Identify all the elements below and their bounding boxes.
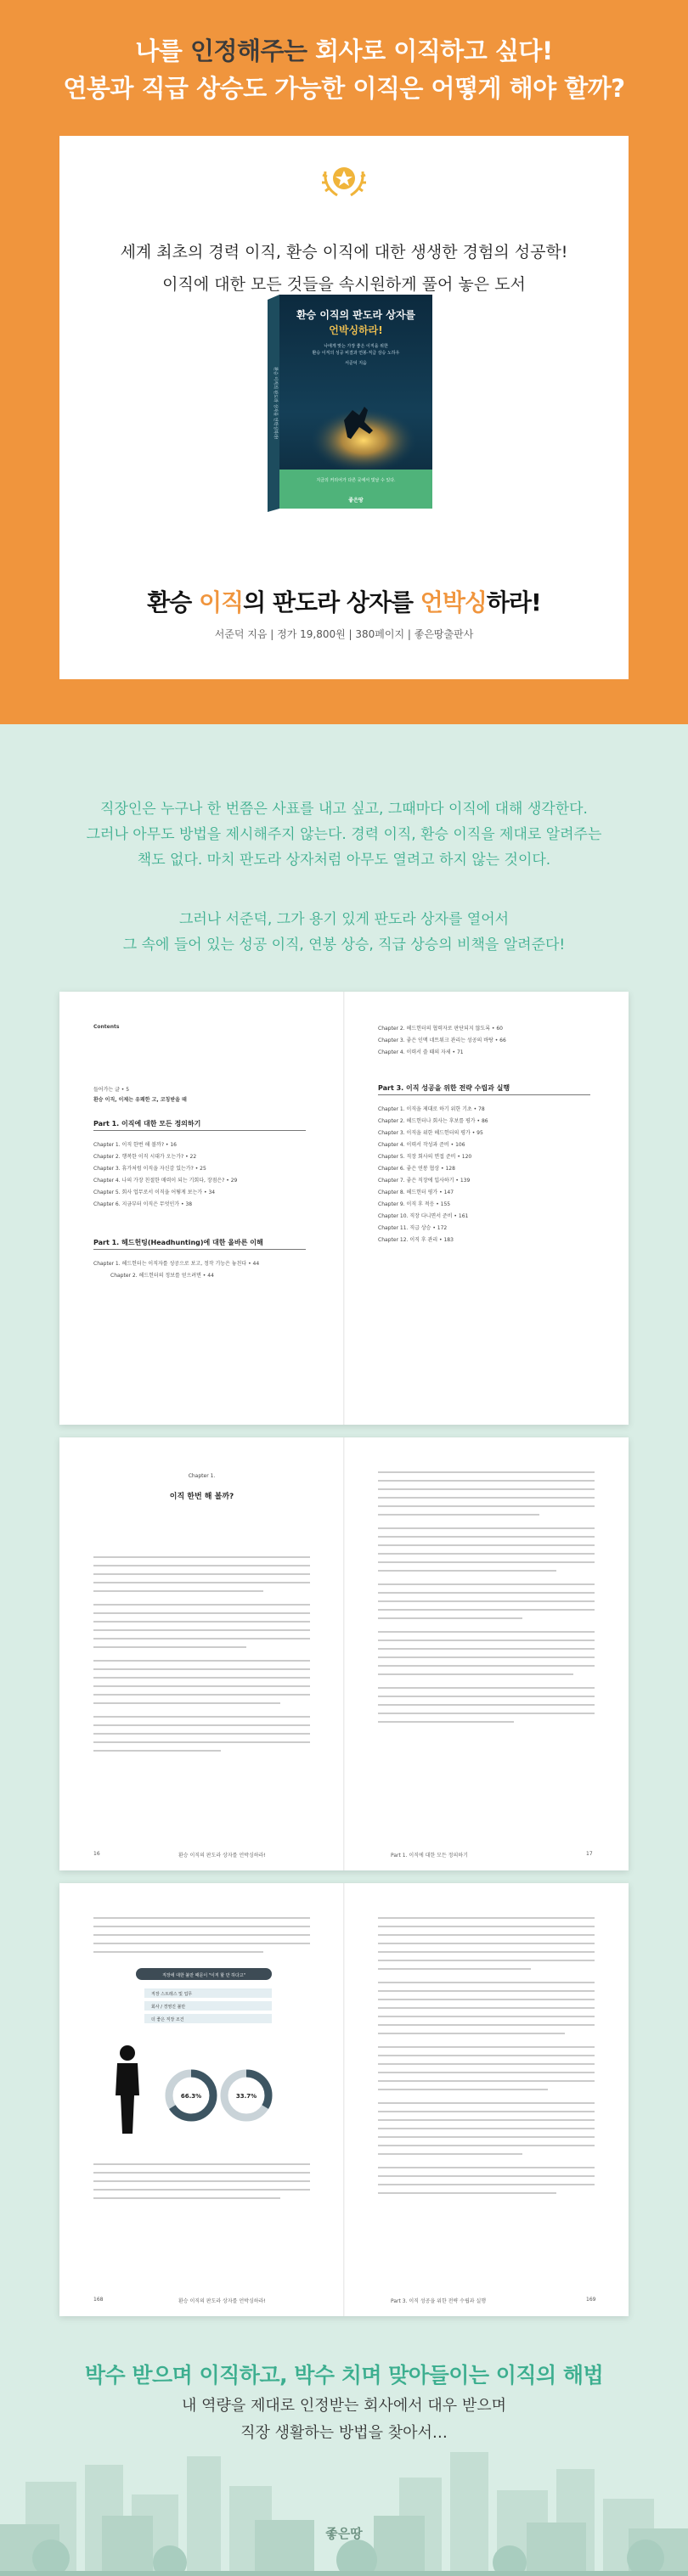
running-footer-left: 환승 이직의 판도라 상자를 언박싱하라!: [178, 1853, 266, 1859]
toc-item: Chapter 7. 좋은 직장에 입사하기 • 139: [378, 1178, 471, 1184]
toc-item: Chapter 11. 직급 상승 • 172: [378, 1225, 448, 1231]
cover-tagline: 지금의 커리어가 다른 곳에서 빛날 수 있다.: [316, 478, 396, 483]
toc-part-3: Part 3. 이직 성공을 위한 전략 수립과 실행: [378, 1084, 510, 1092]
figure-spread: [59, 1883, 629, 2316]
toc-item: Chapter 2. 행복한 이직 시대가 오는가? • 22: [93, 1154, 197, 1160]
city-skyline-illustration: [0, 2431, 688, 2576]
figure-title: 직장에 대한 불만 때문이 "이직 할 만 하다고": [162, 1973, 245, 1978]
toc-item: Chapter 2. 헤드헌터의 정보를 얻으려면 • 44: [110, 1273, 214, 1279]
figure-item: 더 좋은 직장 조건: [151, 2017, 184, 2022]
preview-section: [0, 724, 688, 2576]
toc-rule: [93, 1249, 306, 1250]
story-paragraph-1: 직장인은 누구나 한 번쯤은 사표를 내고 싶고, 그때마다 이직에 대해 생각한다. 그러나 아무도 방법을 제시해주지 않는다. 경력 이직, 환승 이직을 제대로 알려주는 책도 없다. 마치 판도라 상자처럼 아무도 열려고 하지 않는 것이다.: [86, 801, 602, 869]
closing-headline: 박수 받으며 이직하고, 박수 치며 맞아들이는 이직의 해법: [84, 2363, 604, 2388]
closing-line-1: 내 역량을 제대로 인정받는 회사에서 대우 받으며: [181, 2397, 507, 2415]
story-paragraph-2: 그러나 서준덕, 그가 용기 있게 판도라 상자를 열어서 그 속에 들어 있는 성공 이직, 연봉 상승, 직급 상승의 비책을 알려준다!: [122, 911, 566, 953]
closing-line-2: 직장 생활하는 방법을 찾아서…: [240, 2424, 448, 2442]
hero-headline-highlight: 인정해주는: [189, 37, 307, 65]
toc-item: Chapter 4. 이력서 쓸 때의 자세 • 71: [378, 1049, 464, 1055]
publisher-logo: 좋은땅: [325, 2526, 363, 2541]
page-number-left: 168: [93, 2297, 104, 2303]
toc-rule: [93, 1130, 306, 1131]
toc-item: Chapter 8. 헤드헌터 평가 • 147: [378, 1190, 454, 1195]
hero-headline: 나를 인정해주는 회사로 이직하고 싶다!: [135, 37, 553, 65]
person-silhouette: [116, 2045, 139, 2134]
cover-title-line-2: 언박싱하라!: [329, 324, 383, 336]
toc-item: Chapter 4. 이력서 작성과 준비 • 106: [378, 1142, 465, 1148]
toc-item: Chapter 3. 휴가처럼 이직을 자신감 있는가? • 25: [93, 1166, 206, 1172]
cover-title-line-1: 환승 이직의 판도라 상자를: [296, 309, 416, 321]
toc-item: Chapter 3. 좋은 인맥 네트워크 관리는 성공의 바탕 • 66: [378, 1038, 506, 1043]
hero-section: [0, 0, 688, 724]
page-number-right: 169: [586, 2297, 596, 2303]
toc-item: Chapter 2. 헤드헌터의 협력자로 판단되지 않도록 • 60: [378, 1026, 503, 1032]
toc-item: Chapter 10. 직장 다니면서 준비 • 161: [378, 1213, 469, 1219]
figure-item: 직장 스트레스 및 업무: [151, 1992, 193, 1997]
toc-item: Chapter 1. 헤드헌터는 이직자를 성공으로 보고, 정작 기능은 놓친다 • 44: [93, 1261, 260, 1267]
toc-item: Chapter 9. 이직 후 적응 • 155: [378, 1201, 451, 1207]
toc-item: Chapter 5. 회사 업무로서 이직을 어떻게 보는가 • 34: [93, 1190, 216, 1195]
cover-subtitle-2: 환승 이직의 성공 비결과 연봉·직급 상승 노하우: [312, 351, 400, 356]
book-intro-line-1: 세계 최초의 경력 이직, 환승 이직에 대한 생생한 경험의 성공학!: [120, 243, 568, 262]
toc-spread: [59, 992, 629, 1425]
award-medal-icon: [319, 161, 369, 204]
toc-item: Chapter 6. 좋은 연봉 협상 • 128: [378, 1166, 455, 1172]
toc-prologue-2: 환승 이직, 이제는 유쾌한 고, 코칭받을 때: [93, 1097, 187, 1103]
survey-figure: [110, 1968, 297, 2146]
book-card: [59, 136, 629, 679]
toc-item: Chapter 6. 지금부터 이직은 무엇인가 • 38: [93, 1201, 193, 1207]
donut-2-value: 33.7%: [235, 2093, 257, 2100]
toc-part-2: Part 1. 헤드헌팅(Headhunting)에 대한 올바른 이해: [93, 1239, 263, 1246]
hero-subheadline: 연봉과 직급 상승도 가능한 이직은 어떻게 해야 할까?: [63, 74, 625, 103]
donut-chart-2: [224, 2073, 268, 2118]
toc-prologue: 들어가는 글 • 5: [93, 1087, 130, 1093]
running-footer-left: 환승 이직의 판도라 상자를 언박싱하라!: [178, 2298, 266, 2304]
spread-gutter: [343, 992, 345, 1425]
book-info: 서준덕 지음 | 정가 19,800원 | 380페이지 | 좋은땅출판사: [214, 628, 474, 640]
donut-chart-1: [169, 2073, 213, 2118]
toc-item: Chapter 1. 이직 한번 해 볼까? • 16: [93, 1142, 177, 1148]
toc-item: Chapter 12. 이직 후 관리 • 183: [378, 1237, 454, 1243]
toc-label: Contents: [93, 1024, 120, 1030]
page-number-right: 17: [586, 1851, 593, 1857]
cover-publisher: 좋은땅: [348, 498, 364, 503]
chapter-title: 이직 한번 해 볼까?: [169, 1493, 234, 1501]
toc-item: Chapter 3. 이직을 위한 헤드헌터의 평가 • 95: [378, 1130, 483, 1136]
chapter-spread: [59, 1437, 629, 1870]
book-cover-image: [268, 293, 437, 514]
page-number-left: 16: [93, 1851, 100, 1857]
book-intro-line-2: 이직에 대한 모든 것들을 속시원하게 풀어 놓은 도서: [162, 275, 526, 294]
spread-gutter: [343, 1883, 345, 2316]
donut-1-value: 66.3%: [180, 2093, 202, 2100]
spread-gutter: [343, 1437, 345, 1870]
figure-item: 회사 / 경영진 불만: [151, 2005, 186, 2010]
toc-item: Chapter 2. 헤드헌터나 회사는 후보를 평가 • 86: [378, 1118, 488, 1124]
running-footer-right: Part 3. 이직 성공을 위한 전략 수립과 실행: [391, 2298, 487, 2304]
chapter-label: Chapter 1.: [188, 1473, 216, 1479]
toc-item: Chapter 4. 나의 가장 친절한 매력이 되는 기회다, 장점은? • 29: [93, 1178, 238, 1184]
cover-spine-title: 환승 이직의 판도라 상자를 언박싱하라!: [273, 367, 278, 440]
cover-author: 서준덕 지음: [345, 361, 367, 366]
toc-rule: [378, 1094, 590, 1095]
cover-subtitle-1: 나에게 맞는 가장 좋은 이직을 위한: [324, 344, 388, 349]
running-footer-right: Part 1. 이직에 대한 모든 정의하기: [391, 1853, 468, 1859]
toc-item: Chapter 5. 직장 회사의 면접 준비 • 120: [378, 1154, 472, 1160]
toc-part-1: Part 1. 이직에 대한 모든 정의하기: [93, 1120, 201, 1128]
book-title: 환승 이직의 판도라 상자를 언박싱하라!: [147, 588, 541, 616]
toc-item: Chapter 1. 이직을 제대로 하기 위한 기초 • 78: [378, 1106, 485, 1112]
